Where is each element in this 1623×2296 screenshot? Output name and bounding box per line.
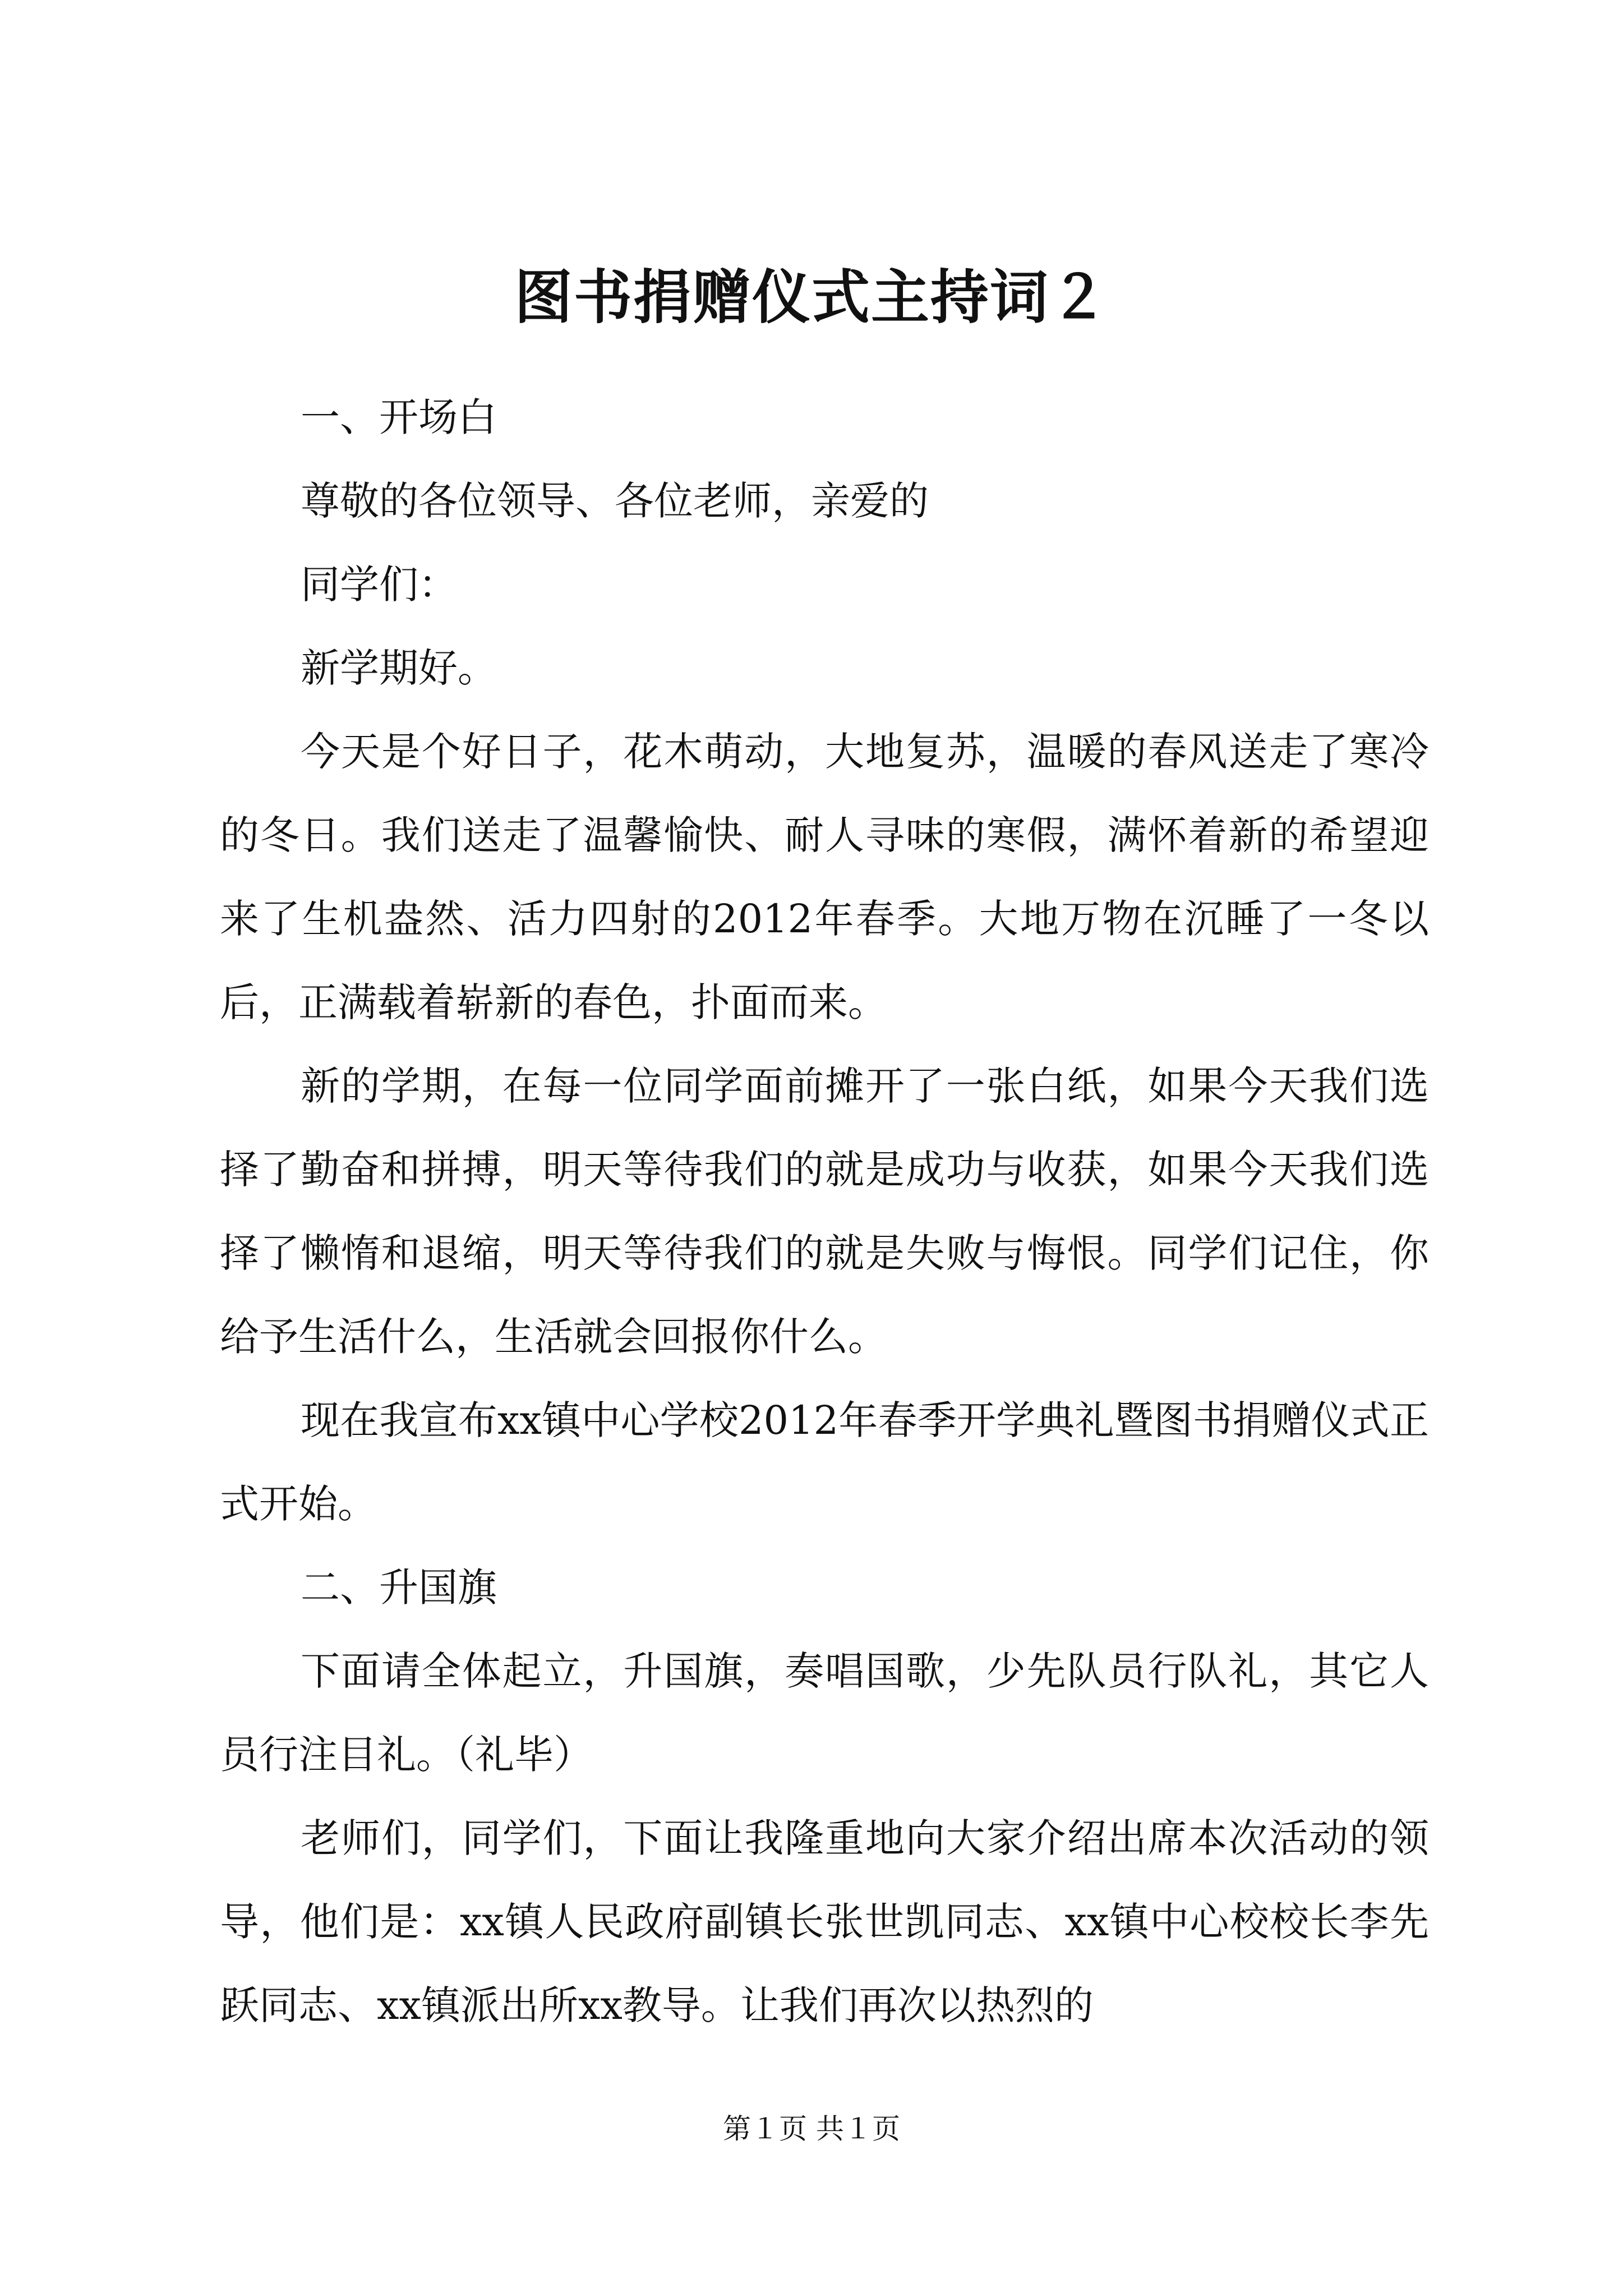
document-title: 图书捐赠仪式主持词２ xyxy=(514,263,1109,332)
paragraph-heading-flag: 二、升国旗 xyxy=(301,1565,497,1611)
paragraph-new-term: 新学期好。 xyxy=(301,645,497,691)
document-body xyxy=(220,376,1429,2047)
page-number-footer: 第１页 共１页 xyxy=(723,2113,900,2145)
paragraph-flag-ceremony: 下面请全体起立，升国旗，奏唱国歌，少先队员行队礼，其它人员行注目礼。（礼毕） xyxy=(220,1648,1429,1778)
paragraph-announcement: 现在我宣布xx镇中心学校2012年春季开学典礼暨图书捐赠仪式正式开始。 xyxy=(220,1397,1429,1527)
paragraph-greeting: 尊敬的各位领导、各位老师，亲爱的 xyxy=(301,478,929,524)
paragraph-spring: 今天是个好日子，花木萌动，大地复苏，温暖的春风送走了寒冷的冬日。我们送走了温馨愉快、耐人寻味的寒假，满怀着新的希望迎来了生机盎然、活力四射的2012年春季。大地万物在沉睡了一冬以后，正满载着崭新的春色，扑面而来。 xyxy=(220,729,1429,1025)
paragraph-new-semester: 新的学期，在每一位同学面前摊开了一张白纸，如果今天我们选择了勤奋和拼搏，明天等待我们的就是成功与收获，如果今天我们选择了懒惰和退缩，明天等待我们的就是失败与悔恨。同学们记住，你给予生活什么，生活就会回报你什么。 xyxy=(220,1063,1429,1360)
paragraph-heading-opening: 一、开场白 xyxy=(301,394,497,440)
paragraph-greeting-students: 同学们： xyxy=(301,562,458,608)
paragraph-introduce-leaders: 老师们，同学们，下面让我隆重地向大家介绍出席本次活动的领导，他们是：xx镇人民政府副镇长张世凯同志、xx镇中心校校长李先跃同志、xx镇派出所xx教导。让我们再次以热烈的 xyxy=(220,1815,1429,2028)
